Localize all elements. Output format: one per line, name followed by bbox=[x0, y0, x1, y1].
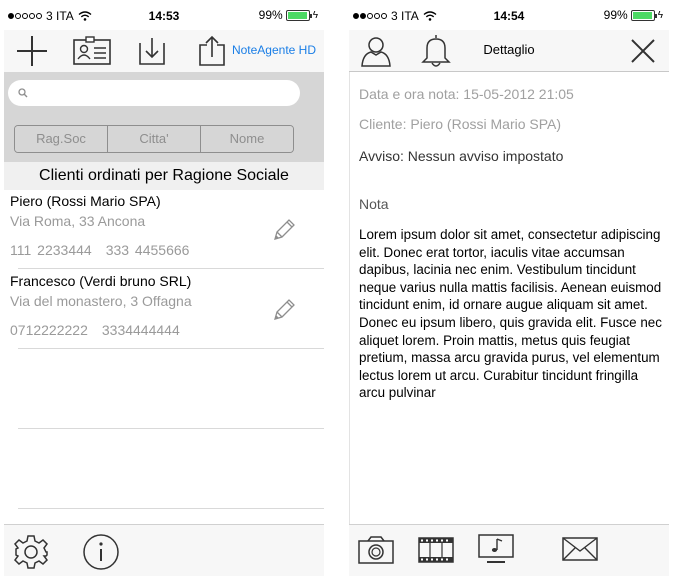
clock: 14:53 bbox=[148, 9, 180, 23]
clock: 14:54 bbox=[493, 9, 525, 23]
segment-citta[interactable]: Citta' bbox=[108, 126, 201, 152]
client-phone: 0712222222 bbox=[10, 322, 88, 338]
client-phones bbox=[10, 242, 189, 258]
list-item[interactable] bbox=[4, 190, 324, 270]
segment-nome[interactable]: Nome bbox=[201, 126, 293, 152]
segment-rag-soc[interactable]: Rag.Soc bbox=[15, 126, 108, 152]
gear-icon[interactable] bbox=[12, 533, 50, 571]
row-separator bbox=[18, 428, 324, 429]
pencil-icon[interactable] bbox=[270, 218, 296, 244]
client-mobile: 3334444444 bbox=[101, 322, 180, 338]
search-bar[interactable] bbox=[8, 80, 300, 106]
client-name: Francesco (Verdi bruno SRL) bbox=[10, 273, 192, 289]
carrier-label: 3 ITA bbox=[391, 9, 419, 23]
media-icon[interactable] bbox=[477, 533, 515, 565]
sort-segmented-control bbox=[14, 125, 294, 153]
bottom-toolbar bbox=[4, 524, 324, 576]
page-title: Dettaglio bbox=[483, 42, 535, 57]
pencil-icon[interactable] bbox=[270, 298, 296, 324]
battery-icon bbox=[631, 10, 655, 21]
battery-icon bbox=[286, 10, 310, 21]
row-separator bbox=[18, 268, 324, 269]
divider bbox=[349, 72, 350, 524]
search-area bbox=[4, 72, 324, 162]
client-phone: 111 2233444 bbox=[10, 242, 92, 258]
plus-icon[interactable] bbox=[14, 33, 50, 69]
download-icon[interactable] bbox=[136, 33, 168, 69]
note-client[interactable]: Cliente: Piero (Rossi Mario SPA) bbox=[359, 116, 562, 132]
close-icon[interactable] bbox=[629, 37, 657, 65]
client-list-screen bbox=[4, 0, 324, 576]
list-item[interactable] bbox=[4, 270, 324, 350]
navigation-bar bbox=[349, 30, 669, 72]
camera-icon[interactable] bbox=[357, 535, 395, 565]
client-address: Via Roma, 33 Ancona bbox=[10, 213, 146, 229]
client-phones bbox=[10, 322, 180, 338]
app-title[interactable]: NoteAgente HD bbox=[231, 43, 316, 57]
note-text[interactable]: Lorem ipsum dolor sit amet, consectetur adipiscing elit. Donec erat tortor, iaculis vitae accumsan dapibus, lacinia nec enim. Vestibulum tincidunt neque varius nulla mattis facilisis. Aenean euismod tincidunt enim, id ornare augue aliquam sit amet. Donec eu ipsum libero, quis gravida elit. Fusce nec aliquet lorem. Proin mattis, metus quis feugiat pretium, massa arcu gravida purus, vel elementum lectus lorem ut arcu. Curabitur tincidunt fringilla arcu pulvinar bbox=[359, 227, 662, 401]
row-separator bbox=[18, 348, 324, 349]
note-datetime: Data e ora nota: 15-05-2012 21:05 bbox=[359, 86, 574, 102]
film-icon[interactable] bbox=[417, 535, 455, 565]
search-input[interactable] bbox=[34, 83, 294, 103]
list-header: Clienti ordinati per Ragione Sociale bbox=[4, 162, 324, 190]
status-bar bbox=[4, 0, 324, 30]
info-icon[interactable] bbox=[82, 533, 120, 571]
bottom-toolbar bbox=[349, 524, 669, 576]
battery-percent: 99% bbox=[603, 8, 628, 22]
client-address: Via del monastero, 3 Offagna bbox=[10, 293, 192, 309]
row-separator bbox=[18, 508, 324, 509]
search-icon bbox=[18, 88, 28, 98]
status-bar bbox=[349, 0, 669, 30]
note-label: Nota bbox=[359, 196, 389, 212]
carrier-label: 3 ITA bbox=[46, 9, 74, 23]
toolbar bbox=[4, 30, 324, 72]
charging-icon: ϟ bbox=[657, 9, 663, 21]
mail-icon[interactable] bbox=[561, 535, 599, 563]
contact-card-icon[interactable] bbox=[72, 33, 112, 69]
client-mobile: 333 4455666 bbox=[105, 242, 190, 258]
note-detail-screen bbox=[349, 0, 669, 576]
share-icon[interactable] bbox=[196, 33, 228, 69]
client-name: Piero (Rossi Mario SPA) bbox=[10, 193, 161, 209]
battery-percent: 99% bbox=[258, 8, 283, 22]
note-alert[interactable]: Avviso: Nessun avviso impostato bbox=[359, 148, 564, 164]
charging-icon: ϟ bbox=[312, 9, 318, 21]
